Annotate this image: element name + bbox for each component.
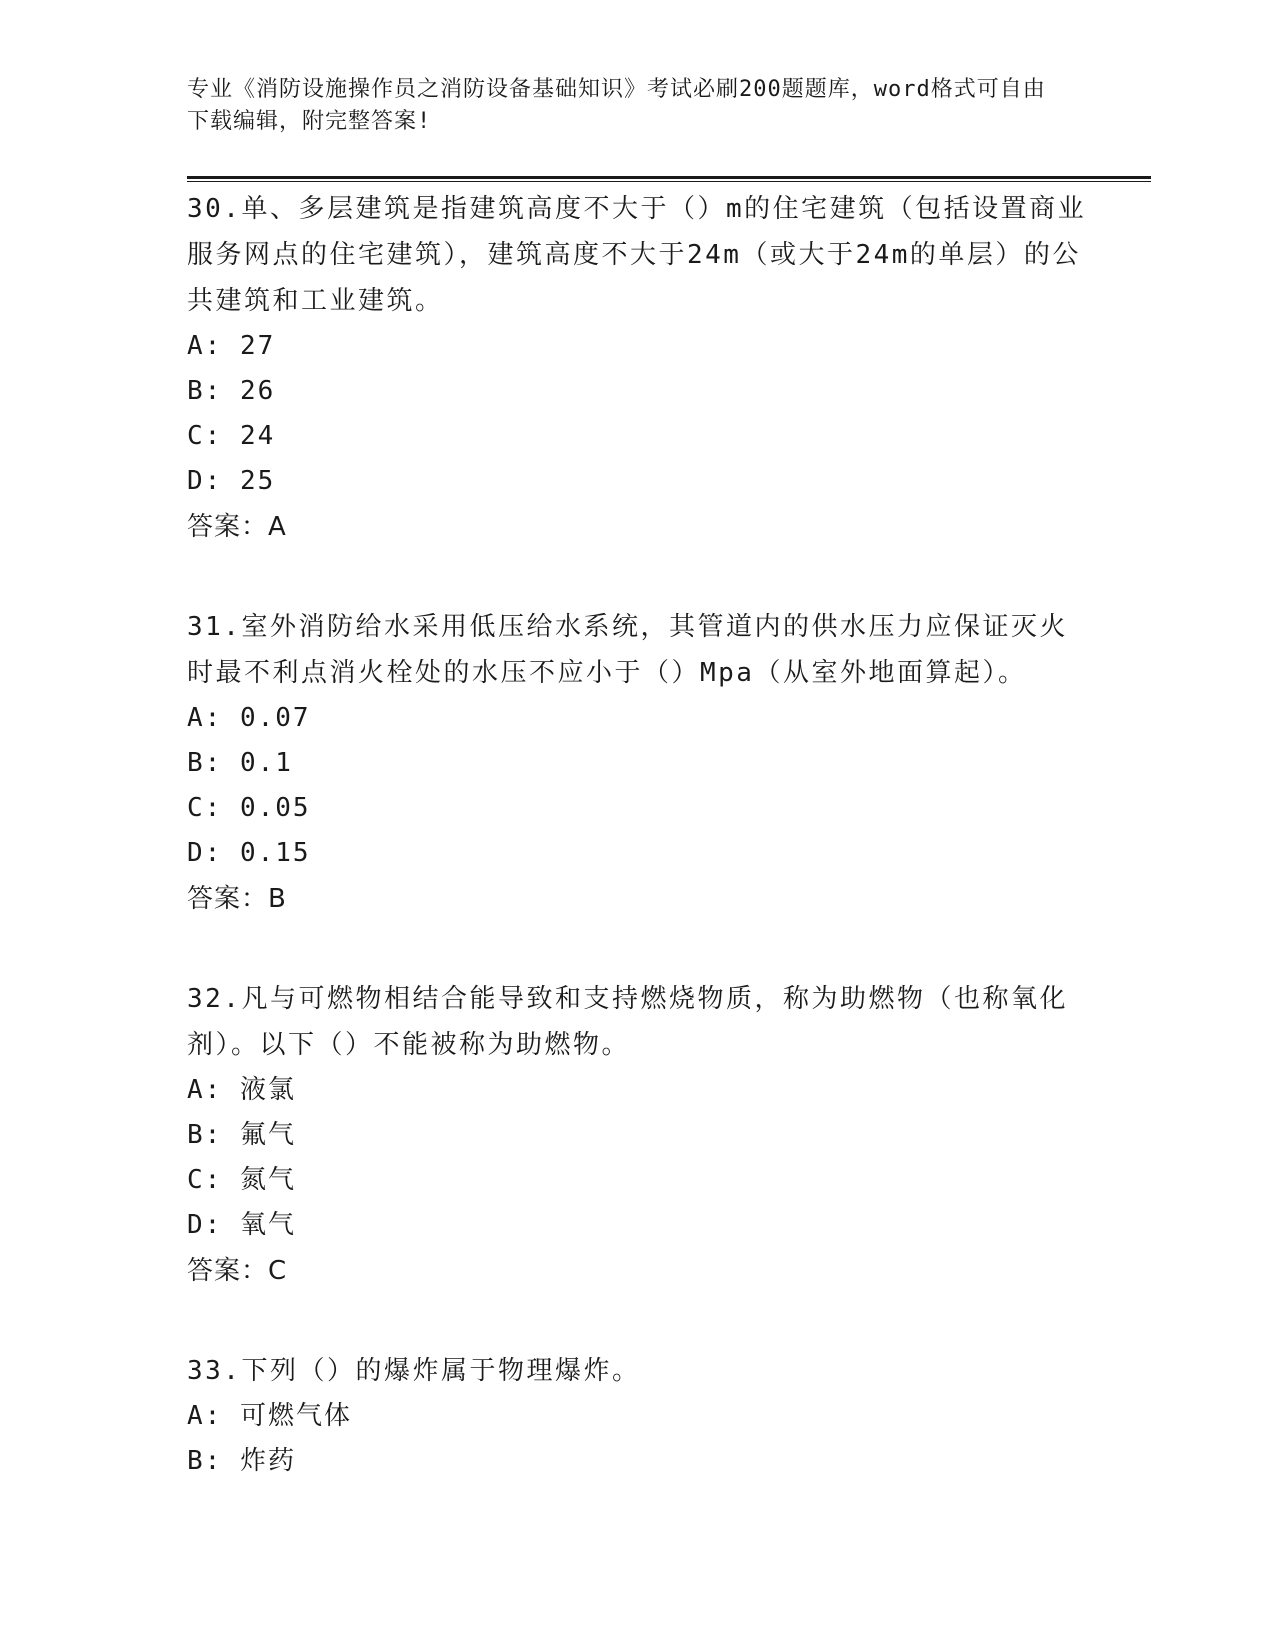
option-d: D: 0.15 [187,838,311,868]
option-a: A: 可燃气体 [187,1401,352,1431]
option-b: B: 氟气 [187,1120,296,1150]
option-b: B: 26 [187,376,276,406]
option-c: C: 0.05 [187,793,311,823]
answer: 答案：A [187,512,287,542]
question-32 [187,976,1087,1294]
question-31 [187,604,1087,922]
question-text: 32.凡与可燃物相结合能导致和支持燃烧物质，称为助燃物（也称氧化剂）。以下（）不能被称为助燃物。 [187,984,1068,1060]
option-d: D: 氧气 [187,1210,296,1240]
question-text: 33.下列（）的爆炸属于物理爆炸。 [187,1356,641,1386]
option-a: A: 0.07 [187,703,311,733]
option-c: C: 24 [187,421,276,451]
answer: 答案：C [187,1256,288,1286]
question-text: 31.室外消防给水采用低压给水系统，其管道内的供水压力应保证灭火时最不利点消火栓处的水压不应小于（）Mpa（从室外地面算起）。 [187,612,1068,688]
question-list [187,186,1087,1538]
document-header: 专业《消防设施操作员之消防设备基础知识》考试必刷200题题库，word格式可自由下载编辑，附完整答案! [187,77,1046,134]
option-d: D: 25 [187,466,276,496]
option-b: B: 0.1 [187,748,293,778]
question-30 [187,186,1087,550]
question-text: 30.单、多层建筑是指建筑高度不大于（）m的住宅建筑（包括设置商业服务网点的住宅建筑），建筑高度不大于24m（或大于24m的单层）的公共建筑和工业建筑。 [187,194,1087,316]
answer: 答案：B [187,884,287,914]
option-a: A: 27 [187,331,276,361]
option-b: B: 炸药 [187,1446,296,1476]
header-divider-thin [187,181,1151,182]
question-33 [187,1348,1087,1484]
option-a: A: 液氯 [187,1075,296,1105]
option-c: C: 氮气 [187,1165,296,1195]
header-divider-thick [187,176,1151,179]
